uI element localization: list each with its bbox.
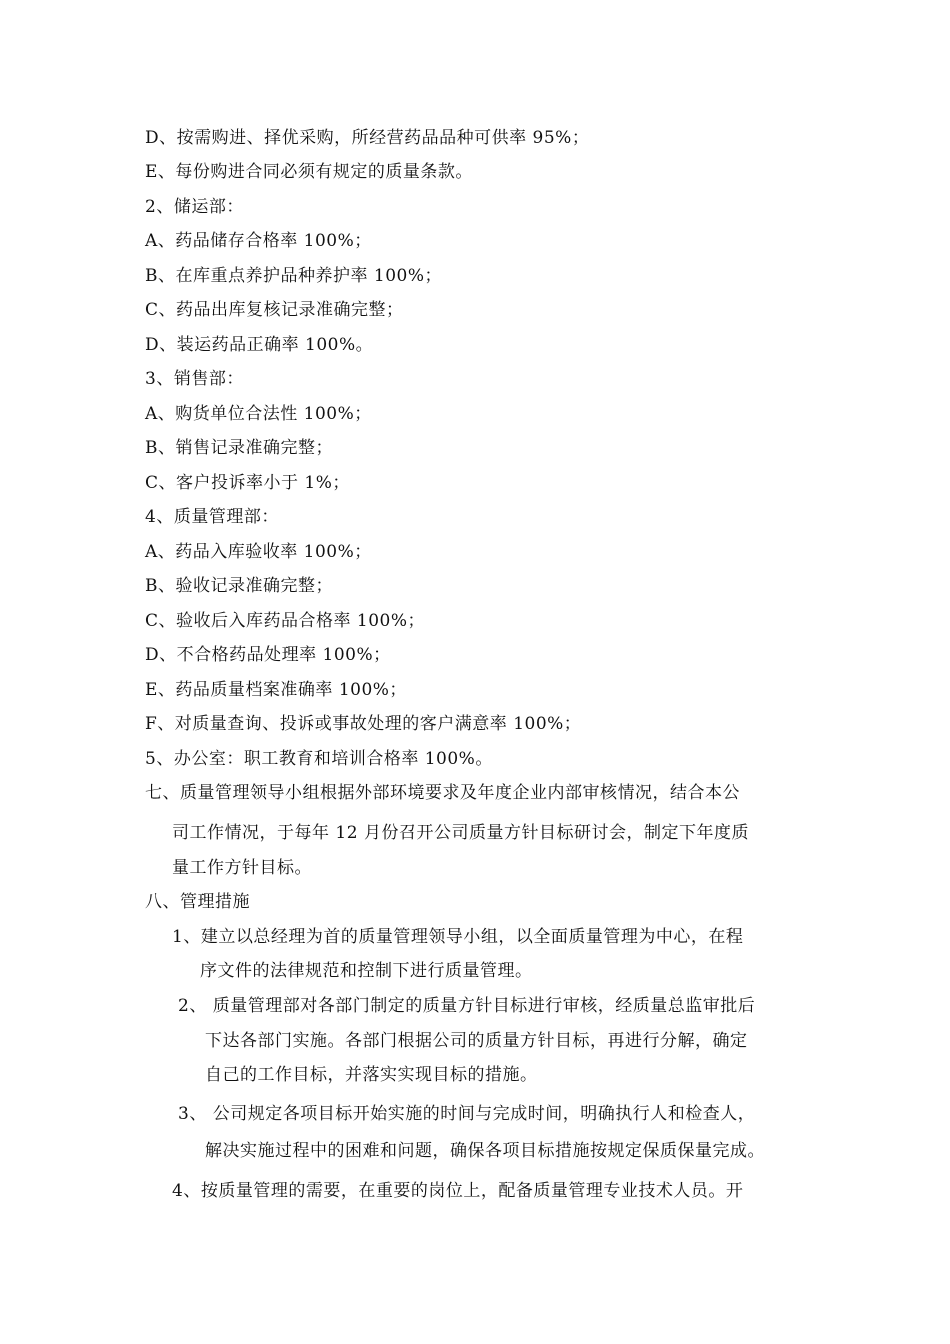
section-heading: 4、质量管理部：: [145, 507, 279, 527]
text-line: C、客户投诉率小于 1%；: [145, 473, 350, 493]
text-line: 4、按质量管理的需要，在重要的岗位上，配备质量管理专业技术人员。开: [172, 1181, 744, 1201]
text-line: D、装运药品正确率 100%。: [145, 335, 374, 355]
text-line: E、每份购进合同必须有规定的质量条款。: [145, 162, 473, 182]
section-heading: 3、销售部：: [145, 369, 244, 389]
text-line: C、药品出库复核记录准确完整；: [145, 300, 404, 320]
section-heading: 八、管理措施: [145, 892, 250, 912]
text-line: A、药品储存合格率 100%；: [145, 231, 372, 251]
text-line: 量工作方针目标。: [172, 858, 312, 878]
text-line: F、对质量查询、投诉或事故处理的客户满意率 100%；: [145, 714, 582, 734]
text-line: 5、办公室：职工教育和培训合格率 100%。: [145, 749, 493, 769]
text-line: D、不合格药品处理率 100%；: [145, 645, 391, 665]
section-heading: 七、质量管理领导小组根据外部环境要求及年度企业内部审核情况，结合本公: [145, 783, 740, 803]
text-line: 序文件的法律规范和控制下进行质量管理。: [200, 961, 533, 981]
text-line: A、购货单位合法性 100%；: [145, 404, 372, 424]
text-line: C、验收后入库药品合格率 100%；: [145, 611, 426, 631]
text-line: 下达各部门实施。各部门根据公司的质量方针目标，再进行分解，确定: [205, 1031, 748, 1051]
text-line: D、按需购进、择优采购，所经营药品品种可供率 95%；: [145, 128, 590, 148]
text-line: B、在库重点养护品种养护率 100%；: [145, 266, 442, 286]
text-line: 1、建立以总经理为首的质量管理领导小组，以全面质量管理为中心，在程: [172, 927, 744, 947]
text-line: 3、 公司规定各项目标开始实施的时间与完成时间，明确执行人和检查人，: [178, 1104, 756, 1124]
section-heading: 2、储运部：: [145, 197, 244, 217]
text-line: E、药品质量档案准确率 100%；: [145, 680, 407, 700]
text-line: B、验收记录准确完整；: [145, 576, 333, 596]
text-line: 自己的工作目标，并落实实现目标的措施。: [205, 1065, 538, 1085]
text-line: 解决实施过程中的困难和问题，确保各项目标措施按规定保质保量完成。: [205, 1141, 765, 1161]
text-line: B、销售记录准确完整；: [145, 438, 333, 458]
text-line: 司工作情况，于每年 12 月份召开公司质量方针目标研讨会，制定下年度质: [172, 823, 749, 843]
text-line: A、药品入库验收率 100%；: [145, 542, 372, 562]
text-line: 2、 质量管理部对各部门制定的质量方针目标进行审核，经质量总监审批后: [178, 996, 756, 1016]
